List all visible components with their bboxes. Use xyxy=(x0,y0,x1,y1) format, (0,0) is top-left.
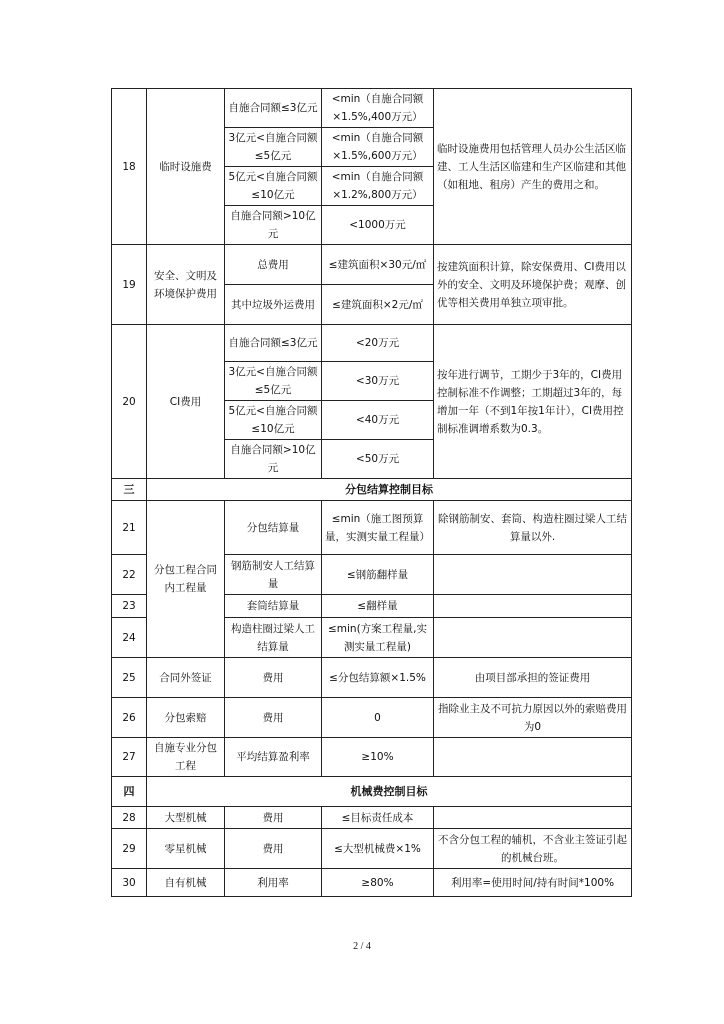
note xyxy=(434,595,632,618)
note: 按建筑面积计算，除安保费用、CI费用以外的安全、文明及环境保护费；观摩、创优等相关费用单独立项审批。 xyxy=(434,245,632,325)
table-row xyxy=(112,807,632,829)
control-limit: ≤目标责任成本 xyxy=(322,807,434,829)
sub-item: 自施合同额≤3亿元 xyxy=(225,325,322,362)
note: 由项目部承担的签证费用 xyxy=(434,658,632,698)
note: 除钢筋制安、套筒、构造柱圈过梁人工结算量以外. xyxy=(434,501,632,555)
note: 指除业主及不可抗力原因以外的索赔费用为0 xyxy=(434,698,632,738)
table-row xyxy=(112,829,632,869)
sub-item: 自施合同额>10亿元 xyxy=(225,440,322,479)
control-limit: ≤min（施工图预算量，实测实量工程量） xyxy=(322,501,434,555)
item-name: 自有机械 xyxy=(147,869,225,897)
row-number: 30 xyxy=(112,869,147,897)
sub-item: 费用 xyxy=(225,698,322,738)
sub-item: 自施合同额>10亿元 xyxy=(225,206,322,245)
page-number: 2 / 4 xyxy=(353,941,371,952)
control-limit: ≤翻样量 xyxy=(322,595,434,618)
table-row xyxy=(112,698,632,738)
control-limit: <min（自施合同额×1.5%,600万元） xyxy=(322,128,434,167)
note: 不含分包工程的辅机，不含业主签证引起的机械台班。 xyxy=(434,829,632,869)
sub-item: 分包结算量 xyxy=(225,501,322,555)
control-limit: ≤建筑面积×2元/㎡ xyxy=(322,285,434,325)
sub-item: 5亿元<自施合同额≤10亿元 xyxy=(225,401,322,440)
sub-item: 费用 xyxy=(225,807,322,829)
table-row xyxy=(112,738,632,777)
sub-item: 总费用 xyxy=(225,245,322,285)
note xyxy=(434,618,632,658)
sub-item: 利用率 xyxy=(225,869,322,897)
sub-item: 费用 xyxy=(225,829,322,869)
control-limit: 0 xyxy=(322,698,434,738)
sub-item: 3亿元<自施合同额≤5亿元 xyxy=(225,128,322,167)
row-number: 18 xyxy=(112,89,147,245)
row-number: 20 xyxy=(112,325,147,479)
section-title: 机械费控制目标 xyxy=(147,777,632,807)
control-limit: ≤min(方案工程量,实测实量工程量) xyxy=(322,618,434,658)
sub-item: 费用 xyxy=(225,658,322,698)
control-limit: <40万元 xyxy=(322,401,434,440)
control-limit: ≤大型机械费×1% xyxy=(322,829,434,869)
table-row xyxy=(112,658,632,698)
table-row xyxy=(112,89,632,128)
control-limit: ≥80% xyxy=(322,869,434,897)
sub-item: 3亿元<自施合同额≤5亿元 xyxy=(225,362,322,401)
row-number: 19 xyxy=(112,245,147,325)
row-number: 24 xyxy=(112,618,147,658)
row-number: 23 xyxy=(112,595,147,618)
note: 按年进行调节，工期少于3年的，CI费用控制标准不作调整；工期超过3年的，每增加一年（不到1年按1年计），CI费用控制标准调增系数为0.3。 xyxy=(434,325,632,479)
item-name: CI费用 xyxy=(147,325,225,479)
section-number: 三 xyxy=(112,479,147,501)
sub-item: 钢筋制安人工结算量 xyxy=(225,555,322,595)
item-name: 分包工程合同内工程量 xyxy=(147,501,225,658)
item-name: 零星机械 xyxy=(147,829,225,869)
row-number: 22 xyxy=(112,555,147,595)
table-row xyxy=(112,869,632,897)
row-number: 28 xyxy=(112,807,147,829)
control-limit: <20万元 xyxy=(322,325,434,362)
row-number: 29 xyxy=(112,829,147,869)
control-limit: ≥10% xyxy=(322,738,434,777)
note xyxy=(434,807,632,829)
table-row xyxy=(112,501,632,555)
item-name: 分包索赔 xyxy=(147,698,225,738)
control-limit: <30万元 xyxy=(322,362,434,401)
item-name: 合同外签证 xyxy=(147,658,225,698)
note: 利用率=使用时间/持有时间*100% xyxy=(434,869,632,897)
control-limit: <1000万元 xyxy=(322,206,434,245)
table-row xyxy=(112,245,632,285)
section-title: 分包结算控制目标 xyxy=(147,479,632,501)
cost-control-table xyxy=(111,88,632,897)
row-number: 25 xyxy=(112,658,147,698)
sub-item: 套筒结算量 xyxy=(225,595,322,618)
sub-item: 其中垃圾外运费用 xyxy=(225,285,322,325)
item-name: 安全、文明及环境保护费用 xyxy=(147,245,225,325)
sub-item: 平均结算盈利率 xyxy=(225,738,322,777)
item-name: 临时设施费 xyxy=(147,89,225,245)
control-limit: ≤建筑面积×30元/㎡ xyxy=(322,245,434,285)
control-limit: ≤钢筋翻样量 xyxy=(322,555,434,595)
note xyxy=(434,555,632,595)
section-number: 四 xyxy=(112,777,147,807)
section-header-row xyxy=(112,479,632,501)
sub-item: 5亿元<自施合同额≤10亿元 xyxy=(225,167,322,206)
note xyxy=(434,738,632,777)
sub-item: 构造柱圈过梁人工结算量 xyxy=(225,618,322,658)
section-header-row xyxy=(112,777,632,807)
note: 临时设施费用包括管理人员办公生活区临建、工人生活区临建和生产区临建和其他（如租地、租房）产生的费用之和。 xyxy=(434,89,632,245)
item-name: 大型机械 xyxy=(147,807,225,829)
sub-item: 自施合同额≤3亿元 xyxy=(225,89,322,128)
row-number: 27 xyxy=(112,738,147,777)
control-limit: <50万元 xyxy=(322,440,434,479)
control-limit: ≤分包结算额×1.5% xyxy=(322,658,434,698)
control-limit: <min（自施合同额×1.2%,800万元） xyxy=(322,167,434,206)
row-number: 21 xyxy=(112,501,147,555)
item-name: 自施专业分包工程 xyxy=(147,738,225,777)
control-limit: <min（自施合同额×1.5%,400万元） xyxy=(322,89,434,128)
table-row xyxy=(112,325,632,362)
row-number: 26 xyxy=(112,698,147,738)
